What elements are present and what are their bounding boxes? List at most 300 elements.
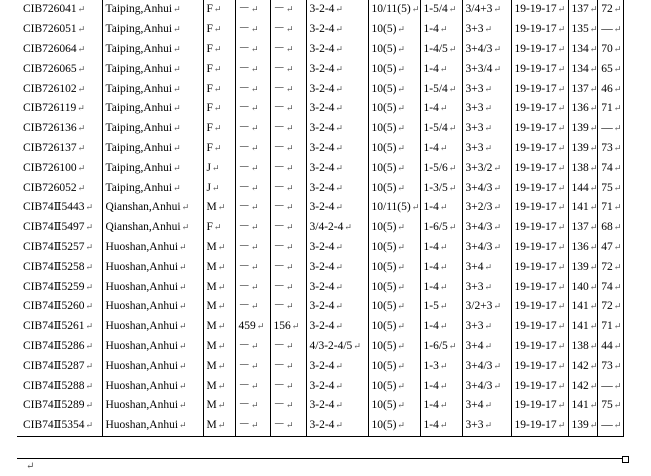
cell-text: 3+4/3 [465, 181, 493, 194]
cell-text: 10/11(5) [371, 3, 411, 16]
cell-text: Huoshan,Anhui [105, 419, 179, 432]
cell-end-mark-icon: ↵ [397, 261, 405, 272]
cell-count-b [598, 416, 624, 436]
cell-text: 3+4/3 [465, 240, 493, 253]
cell-sex [203, 20, 235, 40]
table-resize-handle[interactable] [622, 456, 629, 463]
cell-formula-b [368, 0, 420, 20]
cell-end-mark-icon: ↵ [439, 301, 448, 312]
cell-end-mark-icon: ↵ [353, 340, 361, 351]
cell-text: M [206, 300, 217, 313]
cell-formula-d [462, 356, 511, 376]
cell-text: 3-2-4 [309, 240, 335, 253]
cell-text: J [206, 181, 211, 194]
cell-count-b [598, 356, 624, 376]
cell-end-mark-icon: ↵ [213, 63, 222, 74]
cell-formula-d [462, 40, 511, 60]
cell-locality [102, 416, 203, 436]
cell-end-mark-icon: ↵ [397, 103, 405, 114]
cell-text: 141 [571, 320, 589, 333]
cell-end-mark-icon: ↵ [251, 400, 259, 411]
cell-text: 1-4 [423, 23, 439, 36]
cell-text: 10(5) [371, 42, 397, 55]
cell-text: 10(5) [371, 122, 397, 135]
cell-text: 3-2-4 [309, 260, 335, 273]
cell-end-mark-icon: ↵ [589, 380, 598, 391]
cell-text: 19-19-17 [514, 280, 557, 293]
cell-count-b [598, 139, 624, 159]
cell-end-mark-icon: ↵ [557, 400, 566, 411]
cell-end-mark-icon: ↵ [211, 182, 220, 193]
cell-text: M [206, 320, 217, 333]
cell-specimen-id [17, 297, 102, 317]
cell-text: 138 [571, 161, 589, 174]
cell-end-mark-icon: ↵ [613, 321, 622, 332]
cell-measurement-a [235, 317, 270, 337]
cell-end-mark-icon: ↵ [251, 162, 259, 173]
cell-formula-c [420, 218, 462, 238]
cell-formula-e [511, 257, 568, 277]
cell-text: 19-19-17 [514, 42, 557, 55]
cell-end-mark-icon: ↵ [589, 222, 598, 233]
cell-sex [203, 356, 235, 376]
cell-formula-b [368, 20, 420, 40]
cell-text: CIB74Ⅱ5286 [23, 339, 85, 352]
cell-measurement-b [270, 356, 306, 376]
cell-end-mark-icon: ↵ [397, 321, 405, 332]
cell-text: Taiping,Anhui [105, 102, 173, 115]
cell-end-mark-icon: ↵ [335, 420, 343, 431]
cell-formula-c [420, 0, 462, 20]
cell-text: Taiping,Anhui [105, 181, 173, 194]
cell-end-mark-icon: ↵ [251, 281, 259, 292]
cell-count-b [598, 238, 624, 258]
cell-end-mark-icon: ↵ [335, 400, 343, 411]
cell-formula-e [511, 356, 568, 376]
cell-formula-b [368, 416, 420, 436]
cell-end-mark-icon: ↵ [335, 83, 343, 94]
cell-text: M [206, 339, 217, 352]
cell-locality [102, 40, 203, 60]
cell-locality [102, 238, 203, 258]
cell-formula-e [511, 297, 568, 317]
cell-count-a [568, 356, 598, 376]
cell-end-mark-icon: ↵ [439, 380, 448, 391]
cell-count-b [598, 257, 624, 277]
cell-text: 10(5) [371, 221, 397, 234]
cell-sex [203, 376, 235, 396]
cell-end-mark-icon: ↵ [85, 222, 94, 233]
cell-measurement-a [235, 0, 270, 20]
cell-end-mark-icon: ↵ [286, 380, 294, 391]
cell-text: 3-2-4 [309, 300, 335, 313]
cell-end-mark-icon: ↵ [397, 241, 405, 252]
cell-end-mark-icon: ↵ [397, 360, 405, 371]
cell-text: F [206, 23, 213, 36]
cell-measurement-b [270, 79, 306, 99]
cell-end-mark-icon: ↵ [484, 123, 493, 134]
cell-end-mark-icon: ↵ [557, 202, 566, 213]
cell-text: — [601, 419, 613, 432]
cell-end-mark-icon: ↵ [397, 400, 405, 411]
cell-formula-d [462, 119, 511, 139]
cell-text: － [273, 102, 285, 115]
cell-formula-d [462, 257, 511, 277]
cell-count-b [598, 0, 624, 20]
cell-text: 19-19-17 [514, 399, 557, 412]
cell-text: Taiping,Anhui [105, 42, 173, 55]
cell-end-mark-icon: ↵ [335, 43, 343, 54]
cell-text: 1-5/4 [423, 82, 448, 95]
cell-formula-c [420, 99, 462, 119]
cell-text: 1-4 [423, 280, 439, 293]
cell-formula-a [306, 416, 368, 436]
cell-measurement-b [270, 396, 306, 416]
cell-count-b [598, 396, 624, 416]
cell-text: 1-4 [423, 320, 439, 333]
cell-end-mark-icon: ↵ [613, 380, 622, 391]
cell-end-mark-icon: ↵ [335, 182, 343, 193]
cell-text: － [238, 82, 250, 95]
cell-text: － [238, 141, 250, 154]
cell-formula-d [462, 297, 511, 317]
cell-formula-c [420, 198, 462, 218]
cell-formula-b [368, 257, 420, 277]
cell-specimen-id [17, 99, 102, 119]
cell-text: 19-19-17 [514, 82, 557, 95]
cell-formula-e [511, 416, 568, 436]
cell-text: － [238, 62, 250, 75]
cell-end-mark-icon: ↵ [439, 321, 448, 332]
cell-end-mark-icon: ↵ [251, 360, 259, 371]
table-row [17, 178, 624, 198]
cell-measurement-a [235, 20, 270, 40]
cell-text: 140 [571, 280, 589, 293]
cell-end-mark-icon: ↵ [335, 380, 343, 391]
cell-end-mark-icon: ↵ [589, 43, 598, 54]
table-body [17, 0, 624, 436]
cell-text: CIB74Ⅱ5261 [23, 320, 85, 333]
cell-measurement-b [270, 178, 306, 198]
table-row [17, 218, 624, 238]
cell-end-mark-icon: ↵ [484, 420, 493, 431]
cell-formula-c [420, 59, 462, 79]
cell-text: － [273, 280, 285, 293]
cell-measurement-a [235, 139, 270, 159]
cell-end-mark-icon: ↵ [589, 241, 598, 252]
cell-end-mark-icon: ↵ [251, 202, 259, 213]
cell-sex [203, 0, 235, 20]
cell-text: － [238, 161, 250, 174]
cell-end-mark-icon: ↵ [439, 24, 448, 35]
cell-formula-c [420, 238, 462, 258]
cell-measurement-a [235, 396, 270, 416]
cell-text: 10(5) [371, 240, 397, 253]
cell-text: 3-2-4 [309, 399, 335, 412]
cell-sex [203, 238, 235, 258]
cell-end-mark-icon: ↵ [286, 182, 294, 193]
cell-end-mark-icon: ↵ [217, 340, 226, 351]
cell-end-mark-icon: ↵ [251, 4, 259, 15]
cell-end-mark-icon: ↵ [557, 241, 566, 252]
cell-text: － [238, 300, 250, 313]
cell-formula-a [306, 218, 368, 238]
cell-end-mark-icon: ↵ [77, 43, 86, 54]
cell-text: J [206, 161, 211, 174]
cell-end-mark-icon: ↵ [286, 340, 294, 351]
cell-formula-b [368, 79, 420, 99]
cell-end-mark-icon: ↵ [173, 43, 181, 54]
cell-end-mark-icon: ↵ [397, 281, 405, 292]
cell-end-mark-icon: ↵ [256, 321, 265, 332]
cell-count-b [598, 158, 624, 178]
cell-end-mark-icon: ↵ [448, 222, 457, 233]
cell-text: 1-3/5 [423, 181, 448, 194]
cell-specimen-id [17, 396, 102, 416]
cell-text: 3-2-4 [309, 102, 335, 115]
cell-formula-d [462, 0, 511, 20]
cell-count-a [568, 79, 598, 99]
table-row [17, 40, 624, 60]
cell-end-mark-icon: ↵ [484, 261, 493, 272]
cell-text: Taiping,Anhui [105, 62, 173, 75]
cell-formula-a [306, 178, 368, 198]
cell-end-mark-icon: ↵ [85, 241, 94, 252]
cell-end-mark-icon: ↵ [179, 340, 187, 351]
cell-measurement-a [235, 218, 270, 238]
cell-text: 74 [601, 280, 613, 293]
cell-end-mark-icon: ↵ [77, 103, 85, 114]
cell-end-mark-icon: ↵ [85, 301, 94, 312]
cell-text: 459 [238, 320, 256, 333]
cell-text: 10(5) [371, 161, 397, 174]
cell-end-mark-icon: ↵ [493, 301, 501, 312]
cell-specimen-id [17, 416, 102, 436]
cell-end-mark-icon: ↵ [335, 321, 343, 332]
cell-end-mark-icon: ↵ [85, 420, 94, 431]
cell-formula-a [306, 317, 368, 337]
cell-formula-c [420, 158, 462, 178]
cell-end-mark-icon: ↵ [613, 420, 622, 431]
cell-sex [203, 396, 235, 416]
cell-formula-c [420, 40, 462, 60]
cell-text: F [206, 221, 213, 234]
cell-end-mark-icon: ↵ [493, 4, 501, 15]
cell-formula-b [368, 158, 420, 178]
cell-text: 3+3 [465, 280, 484, 293]
cell-text: 3-2-4 [309, 359, 335, 372]
cell-end-mark-icon: ↵ [557, 420, 566, 431]
cell-text: 1-4 [423, 141, 439, 154]
cell-text: 3+3/4 [465, 62, 493, 75]
cell-formula-b [368, 99, 420, 119]
cell-end-mark-icon: ↵ [557, 261, 566, 272]
cell-locality [102, 79, 203, 99]
cell-text: 3+4/3 [465, 221, 493, 234]
cell-end-mark-icon: ↵ [217, 420, 226, 431]
cell-formula-b [368, 337, 420, 357]
cell-end-mark-icon: ↵ [213, 142, 222, 153]
cell-text: — [601, 379, 613, 392]
cell-formula-c [420, 277, 462, 297]
cell-text: 3-2-4 [309, 42, 335, 55]
cell-text: Taiping,Anhui [105, 141, 173, 154]
cell-specimen-id [17, 356, 102, 376]
cell-text: M [206, 359, 217, 372]
cell-text: － [238, 280, 250, 293]
cell-end-mark-icon: ↵ [286, 202, 294, 213]
cell-end-mark-icon: ↵ [211, 162, 220, 173]
cell-text: 3-2-4 [309, 23, 335, 36]
cell-formula-e [511, 238, 568, 258]
cell-end-mark-icon: ↵ [251, 123, 259, 134]
cell-measurement-b [270, 257, 306, 277]
cell-end-mark-icon: ↵ [557, 222, 566, 233]
cell-measurement-a [235, 158, 270, 178]
cell-formula-e [511, 20, 568, 40]
cell-end-mark-icon: ↵ [557, 24, 566, 35]
cell-text: 10(5) [371, 320, 397, 333]
cell-count-a [568, 99, 598, 119]
cell-formula-a [306, 139, 368, 159]
cell-formula-d [462, 79, 511, 99]
cell-text: Huoshan,Anhui [105, 379, 179, 392]
cell-text: CIB74Ⅱ5497 [23, 221, 85, 234]
cell-end-mark-icon: ↵ [173, 103, 181, 114]
cell-locality [102, 337, 203, 357]
table-row [17, 257, 624, 277]
cell-end-mark-icon: ↵ [286, 400, 294, 411]
cell-end-mark-icon: ↵ [493, 360, 501, 371]
cell-end-mark-icon: ↵ [557, 43, 566, 54]
cell-formula-c [420, 297, 462, 317]
cell-text: 19-19-17 [514, 161, 557, 174]
cell-text: F [206, 42, 213, 55]
cell-text: 3/2+3 [465, 300, 493, 313]
cell-end-mark-icon: ↵ [589, 261, 598, 272]
cell-text: 10(5) [371, 280, 397, 293]
cell-text: 70 [601, 42, 613, 55]
cell-text: 3-2-4 [309, 62, 335, 75]
cell-specimen-id [17, 20, 102, 40]
cell-text: 19-19-17 [514, 62, 557, 75]
cell-count-a [568, 297, 598, 317]
cell-specimen-id [17, 79, 102, 99]
cell-end-mark-icon: ↵ [589, 4, 598, 15]
cell-count-a [568, 158, 598, 178]
cell-text: － [273, 221, 285, 234]
cell-formula-b [368, 198, 420, 218]
table-row [17, 337, 624, 357]
cell-end-mark-icon: ↵ [286, 301, 294, 312]
cell-end-mark-icon: ↵ [613, 24, 622, 35]
cell-formula-d [462, 158, 511, 178]
cell-end-mark-icon: ↵ [493, 63, 501, 74]
cell-end-mark-icon: ↵ [286, 24, 294, 35]
cell-measurement-a [235, 257, 270, 277]
cell-formula-e [511, 0, 568, 20]
cell-end-mark-icon: ↵ [613, 202, 622, 213]
cell-text: － [273, 62, 285, 75]
cell-end-mark-icon: ↵ [179, 241, 187, 252]
cell-end-mark-icon: ↵ [77, 24, 86, 35]
cell-text: － [238, 359, 250, 372]
cell-end-mark-icon: ↵ [613, 83, 622, 94]
cell-text: CIB726136 [23, 122, 77, 135]
cell-text: 3-2-4 [309, 379, 335, 392]
cell-end-mark-icon: ↵ [613, 360, 622, 371]
cell-locality [102, 356, 203, 376]
cell-text: － [273, 141, 285, 154]
cell-end-mark-icon: ↵ [439, 63, 448, 74]
cell-formula-a [306, 198, 368, 218]
cell-text: CIB726065 [23, 62, 77, 75]
cell-end-mark-icon: ↵ [286, 241, 294, 252]
cell-text: 19-19-17 [514, 419, 557, 432]
cell-sex [203, 257, 235, 277]
cell-measurement-b [270, 119, 306, 139]
cell-end-mark-icon: ↵ [589, 281, 598, 292]
cell-text: － [238, 122, 250, 135]
cell-specimen-id [17, 238, 102, 258]
cell-end-mark-icon: ↵ [613, 281, 622, 292]
cell-formula-e [511, 218, 568, 238]
cell-text: 72 [601, 300, 613, 313]
cell-end-mark-icon: ↵ [484, 83, 493, 94]
cell-text: － [238, 379, 250, 392]
cell-measurement-a [235, 277, 270, 297]
cell-end-mark-icon: ↵ [179, 301, 187, 312]
cell-end-mark-icon: ↵ [181, 222, 190, 233]
cell-end-mark-icon: ↵ [251, 380, 259, 391]
cell-text: 19-19-17 [514, 260, 557, 273]
cell-text: CIB726052 [23, 181, 77, 194]
cell-formula-e [511, 99, 568, 119]
cell-end-mark-icon: ↵ [589, 301, 598, 312]
cell-text: 10(5) [371, 339, 397, 352]
cell-text: 74 [601, 161, 613, 174]
cell-end-mark-icon: ↵ [613, 142, 622, 153]
cell-formula-d [462, 99, 511, 119]
cell-end-mark-icon: ↵ [77, 83, 86, 94]
cell-text: — [601, 23, 613, 36]
cell-end-mark-icon: ↵ [179, 281, 187, 292]
cell-formula-b [368, 297, 420, 317]
cell-end-mark-icon: ↵ [335, 360, 343, 371]
cell-text: － [238, 23, 250, 36]
cell-formula-a [306, 158, 368, 178]
cell-end-mark-icon: ↵ [286, 222, 294, 233]
cell-text: － [273, 161, 285, 174]
cell-formula-e [511, 79, 568, 99]
cell-measurement-b [270, 277, 306, 297]
cell-text: 10(5) [371, 379, 397, 392]
cell-measurement-b [270, 376, 306, 396]
cell-end-mark-icon: ↵ [173, 63, 181, 74]
cell-text: Qianshan,Anhui [105, 201, 181, 214]
cell-end-mark-icon: ↵ [251, 301, 259, 312]
cell-end-mark-icon: ↵ [493, 241, 501, 252]
cell-measurement-b [270, 0, 306, 20]
cell-end-mark-icon: ↵ [173, 24, 181, 35]
cell-measurement-b [270, 40, 306, 60]
cell-end-mark-icon: ↵ [251, 340, 259, 351]
cell-end-mark-icon: ↵ [286, 261, 294, 272]
cell-text: 1-4 [423, 260, 439, 273]
cell-end-mark-icon: ↵ [213, 43, 222, 54]
cell-text: CIB74Ⅱ5289 [23, 399, 85, 412]
cell-text: － [273, 419, 285, 432]
